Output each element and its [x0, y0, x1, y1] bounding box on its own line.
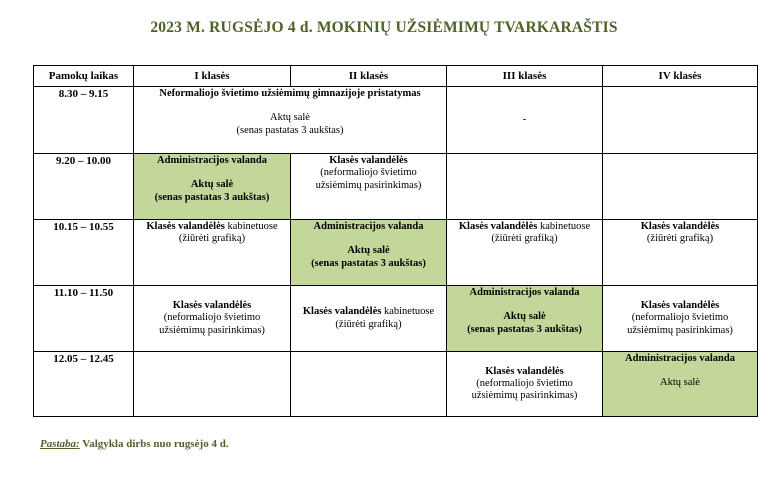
event-place: Aktų salė: [660, 377, 700, 389]
footnote-label: Pastaba:: [40, 438, 80, 450]
time-cell: 12.05 – 12.45: [34, 352, 134, 417]
event-line: (žiūrėti grafiką): [178, 233, 246, 245]
schedule-cell: [603, 220, 758, 286]
time-cell: 8.30 – 9.15: [34, 87, 134, 154]
time-cell: 11.10 – 11.50: [34, 286, 134, 352]
schedule-cell-highlight: [134, 154, 291, 220]
event-title-rest: kabinetuose: [224, 221, 278, 232]
event-place: Aktų salė: [503, 311, 546, 323]
event-line: užsiėmimų pasirinkimas): [159, 324, 265, 336]
schedule-cell: [447, 352, 603, 417]
event-title: Klasės valandėlės: [302, 306, 382, 318]
merged-event-cell: [134, 87, 447, 154]
schedule-cell-highlight: [447, 286, 603, 352]
event-title: Neformaliojo švietimo užsiėmimų gimnazijoje pristatymas: [159, 88, 421, 99]
event-place-note: (senas pastatas 3 aukštas): [311, 257, 426, 269]
event-line: (žiūrėti grafiką): [646, 233, 714, 245]
event-place: Aktų salė: [347, 245, 390, 257]
column-header-class-2: II klasės: [291, 66, 447, 87]
event-title: Klasės valandėlės: [640, 300, 720, 312]
table-row: [34, 352, 758, 417]
schedule-cell: [134, 286, 291, 352]
schedule-cell: [291, 286, 447, 352]
schedule-cell-highlight: [603, 352, 758, 417]
footnote-text: Valgykla dirbs nuo rugsėjo 4 d.: [79, 438, 229, 450]
event-title-rest: kabinetuose: [537, 221, 591, 232]
event-title: Administracijos valanda: [469, 287, 580, 298]
column-header-class-1: I klasės: [134, 66, 291, 87]
schedule-cell: [447, 220, 603, 286]
event-place-note: (senas pastatas 3 aukštas): [236, 124, 344, 136]
event-title-rest: kabinetuose: [381, 306, 435, 318]
schedule-cell-highlight: [291, 220, 447, 286]
event-place: Aktų salė: [190, 179, 234, 191]
table-row: [34, 220, 758, 286]
schedule-cell: [603, 154, 758, 220]
event-title: Klasės valandėlės: [640, 221, 720, 232]
schedule-cell: [447, 154, 603, 220]
event-line: (žiūrėti grafiką): [491, 233, 558, 245]
table-header-row: [34, 66, 758, 87]
event-line: (neformaliojo švietimo: [320, 167, 417, 179]
event-title: Klasės valandėlės: [172, 300, 252, 312]
event-title: Administracijos valanda: [157, 155, 267, 166]
schedule-cell: [603, 87, 758, 154]
column-header-class-4: IV klasės: [603, 66, 758, 87]
event-title: Klasės valandėlės: [485, 365, 564, 377]
schedule-cell: [291, 352, 447, 417]
table-row: [34, 154, 758, 220]
schedule-cell: [603, 286, 758, 352]
event-title: Administracijos valanda: [313, 221, 424, 232]
event-line: (neformaliojo švietimo: [163, 312, 261, 324]
time-cell: 9.20 – 10.00: [34, 154, 134, 220]
event-line: užsiėmimų pasirinkimas): [627, 324, 733, 336]
schedule-cell: -: [447, 87, 603, 154]
event-title: Klasės valandėlės: [329, 155, 408, 166]
schedule-cell: [291, 154, 447, 220]
event-place-note: (senas pastatas 3 aukštas): [467, 323, 582, 335]
time-cell: 10.15 – 10.55: [34, 220, 134, 286]
event-line: (neformaliojo švietimo: [476, 377, 573, 389]
footnote: [40, 438, 229, 450]
event-line: (žiūrėti grafiką): [335, 318, 402, 330]
event-line: (neformaliojo švietimo: [631, 312, 729, 324]
event-line: užsiėmimų pasirinkimas): [315, 179, 422, 191]
event-place-note: (senas pastatas 3 aukštas): [154, 191, 270, 203]
schedule-cell: [134, 220, 291, 286]
event-title: Administracijos valanda: [625, 353, 735, 364]
table-row: [34, 87, 758, 154]
column-header-time: Pamokų laikas: [34, 66, 134, 87]
schedule-table: [33, 65, 758, 417]
page-title: 2023 M. RUGSĖJO 4 d. MOKINIŲ UŽSIĖMIMŲ TVARKARAŠTIS: [150, 19, 618, 36]
schedule-cell: [134, 352, 291, 417]
event-place: Aktų salė: [270, 112, 310, 124]
event-title: Klasės valandėlės: [146, 221, 225, 232]
column-header-class-3: III klasės: [447, 66, 603, 87]
table-row: [34, 286, 758, 352]
event-line: užsiėmimų pasirinkimas): [471, 390, 578, 402]
event-title: Klasės valandėlės: [458, 221, 538, 232]
